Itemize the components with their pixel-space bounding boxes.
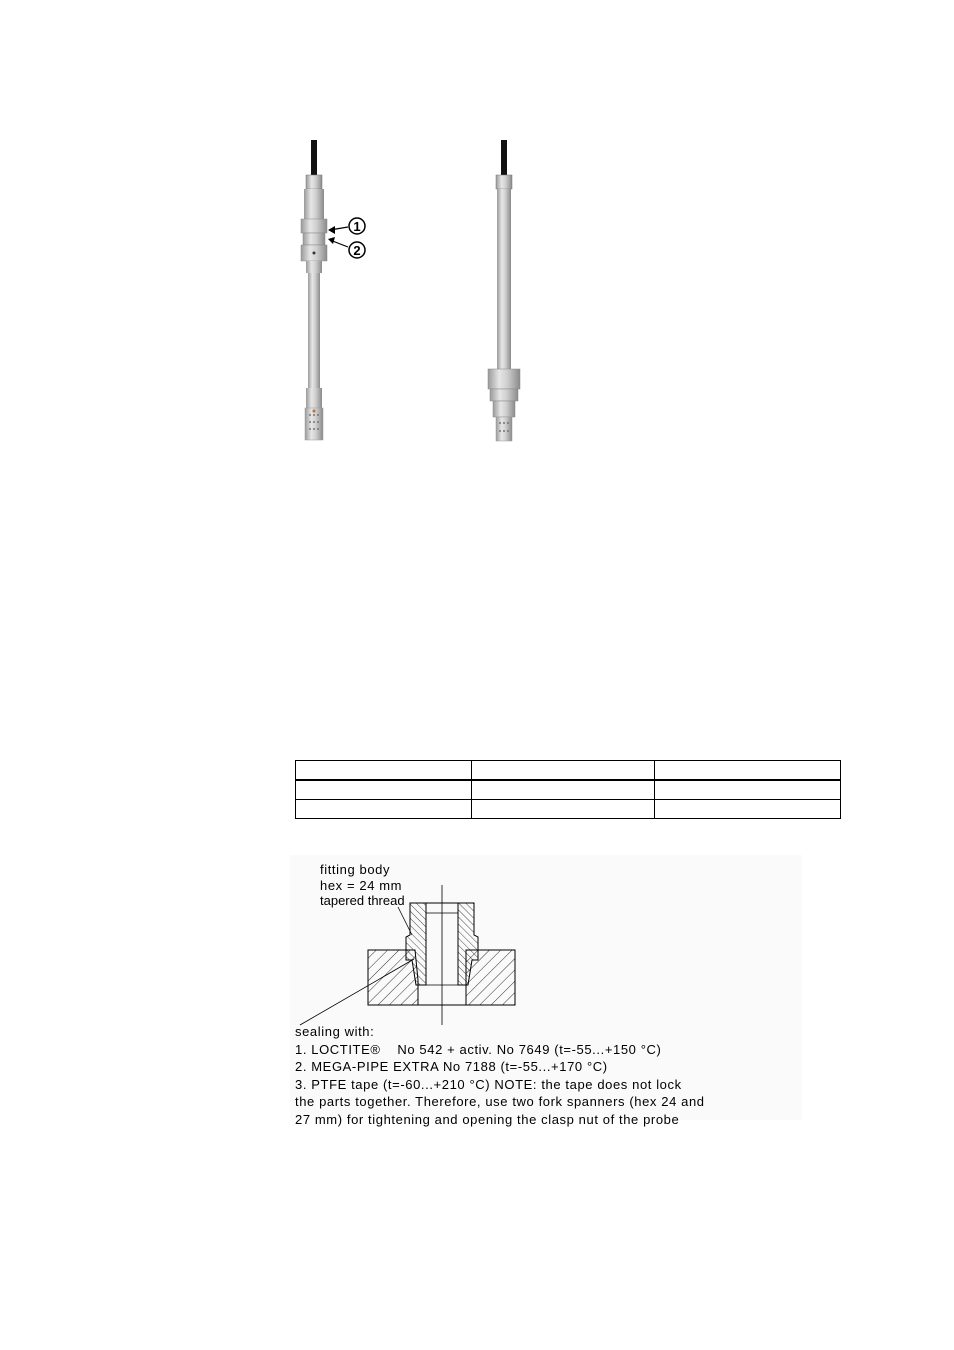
table-row [296, 780, 841, 800]
sealing-item-3-cont: the parts together. Therefore, use two fork spanners (hex 24 and [295, 1094, 705, 1109]
sealing-item-3-cont2: 27 mm) for tightening and opening the clasp nut of the probe [295, 1111, 680, 1127]
sealing-item-2: 2. MEGA-PIPE EXTRA No 7188 (t=-55...+170 °C) [295, 1059, 608, 1074]
label-fitting-body: fitting body [320, 862, 391, 877]
table-cell [471, 800, 655, 819]
table-cell [471, 780, 655, 800]
table-cell [296, 800, 472, 819]
table-cell [296, 761, 472, 781]
table-cell [471, 761, 655, 781]
callout-1-label: 1 [353, 219, 361, 234]
table-cell [655, 761, 841, 781]
callout-2-label: 2 [353, 243, 361, 258]
sealing-item-1: 1. LOCTITE® No 542 + activ. No 7649 (t=-55...+150 °C) [295, 1041, 662, 1057]
table-row [296, 800, 841, 819]
label-hex: hex = 24 mm [320, 878, 403, 893]
probe-right [488, 140, 520, 441]
sealing-item-3: 3. PTFE tape (t=-60...+210 °C) NOTE: the tape does not lock [295, 1076, 682, 1092]
table-cell [655, 800, 841, 819]
sealing-notes [295, 1023, 705, 1128]
table-row [296, 761, 841, 781]
spec-table [295, 760, 841, 819]
probe-figure [290, 135, 550, 455]
label-tapered-thread: tapered thread [320, 893, 405, 908]
sealing-heading: sealing with: [295, 1024, 375, 1039]
table-cell [655, 780, 841, 800]
probe-left [301, 140, 327, 440]
table-cell [296, 780, 472, 800]
